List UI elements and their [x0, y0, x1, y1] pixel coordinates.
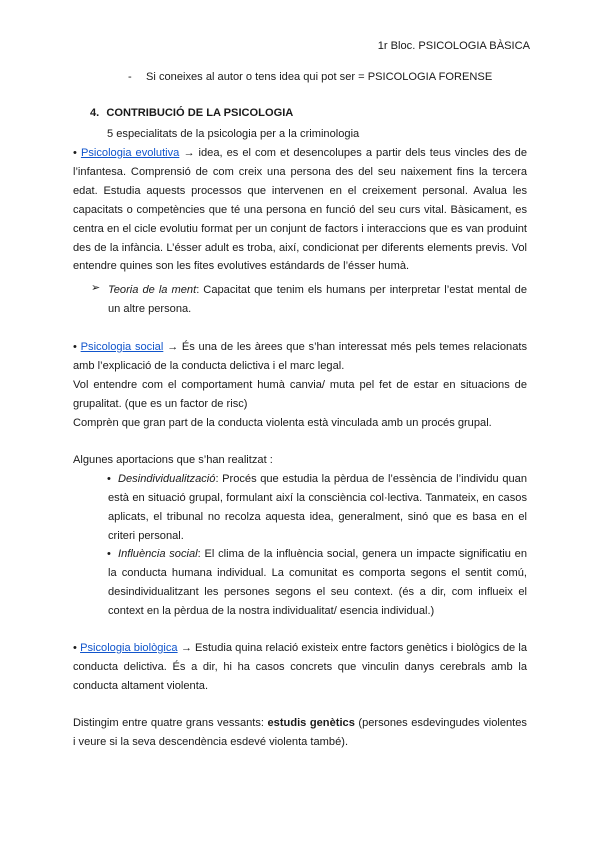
item-desindividualitzacio	[108, 470, 527, 546]
teoria-ment-text: : Capacitat que tenim els humans per interpretar l’estat mental de un altre persona.	[108, 284, 527, 315]
link-psicologia-evolutiva[interactable]: Psicologia evolutiva	[80, 147, 180, 159]
social-text: → És una de les àrees que s’han interessat més pels temes relacionats amb l’explicació de la conducta delictiva i el marc legal.	[73, 341, 528, 372]
social-line-2: Vol entendre com el comportament humà canvia/ muta pel fet de estar en situacions de grupalitat. (que es un factor de risc)	[73, 379, 527, 410]
final-text-pre: Distingim entre quatre grans vessants:	[73, 717, 268, 729]
section-subtitle: 5 especialitats de la psicologia per a la criminologia	[107, 128, 360, 140]
paragraph-biologica	[73, 639, 527, 696]
section-heading	[90, 107, 293, 119]
biologica-text: → Estudia quina relació existeix entre factors genètics i biològics de la conducta delictiva. És a dir, hi ha casos concrets que vinculin danys cerebrals amb la conducta altament violenta.	[73, 642, 527, 692]
influencia-social-text: : El clima de la influència social, genera un impacte significatiu en la conducta humana individual. La comunitat es comporta segons el sentit comú, desindividualitzant les persones segons el seu context. (és a dir, com influeix el context en la pèrdua de la nostra individualitat/ esencia individual.)	[108, 548, 527, 617]
term-influencia-social: Influència social	[118, 548, 198, 560]
bullet: •	[107, 473, 111, 485]
final-bold-term: estudis genètics	[267, 717, 355, 729]
evolutiva-text: → idea, es el com et desencolupes a partir dels teus vincles des de l’infantesa. Comprensió de com creix una persona des del seu naixement fins la tercera edat. Estudia aquests processos que intervenen en el creixement personal. Avalua les capacitats o competències que té una persona en funció del seu curs vital. Bàsicament, es centra en el cicle evolutiu format per un conjunt de factors i interaccions que es van produint des de la infància. L’ésser adult es troba, així, condicionat per diferents elements previs. Vol entendre quines son les fites evolutives estándards de l’ésser humà.	[73, 147, 527, 273]
term-desindividualitzacio: Desindividualització	[118, 473, 216, 485]
bullet: •	[73, 642, 77, 654]
paragraph-teoria-ment	[108, 281, 527, 319]
desindividualitzacio-text: : Procés que estudia la pèrdua de l’essència de l’individu quan està en situació grupal, formulant així la consciència col·lectiva. Tanmateix, en casos aplicats, el tribunal no recolza aquesta idea, generalment, sinó que es basa en el criteri personal.	[108, 473, 527, 542]
section-title: CONTRIBUCIÓ DE LA PSICOLOGIA	[106, 107, 294, 119]
link-psicologia-biologica[interactable]: Psicologia biològica	[80, 642, 178, 654]
paragraph-final	[73, 714, 527, 752]
intro-dash: -	[128, 71, 132, 83]
paragraph-social	[73, 338, 527, 376]
page-header: 1r Bloc. PSICOLOGIA BÀSICA	[377, 40, 530, 52]
item-influencia-social	[108, 545, 527, 621]
bullet: •	[73, 147, 77, 159]
link-psicologia-social[interactable]: Psicologia social	[80, 341, 164, 353]
section-number: 4.	[90, 107, 100, 119]
bullet: •	[107, 548, 111, 560]
final-text-post: (persones esdevingudes violentes i veure si la seva descendència esdevé violenta també).	[73, 717, 527, 748]
social-line-3: Comprèn que gran part de la conducta violenta està vinculada amb un procés grupal.	[73, 417, 492, 429]
contributions-title: Algunes aportacions que s’han realitzat :	[73, 454, 273, 466]
arrow-bullet-icon: ➢	[91, 282, 101, 294]
paragraph-evolutiva	[73, 144, 527, 276]
term-teoria-ment: Teoria de la ment	[108, 284, 197, 296]
bullet: •	[73, 341, 77, 353]
intro-line: Si coneixes al autor o tens idea qui pot ser = PSICOLOGIA FORENSE	[146, 71, 493, 83]
